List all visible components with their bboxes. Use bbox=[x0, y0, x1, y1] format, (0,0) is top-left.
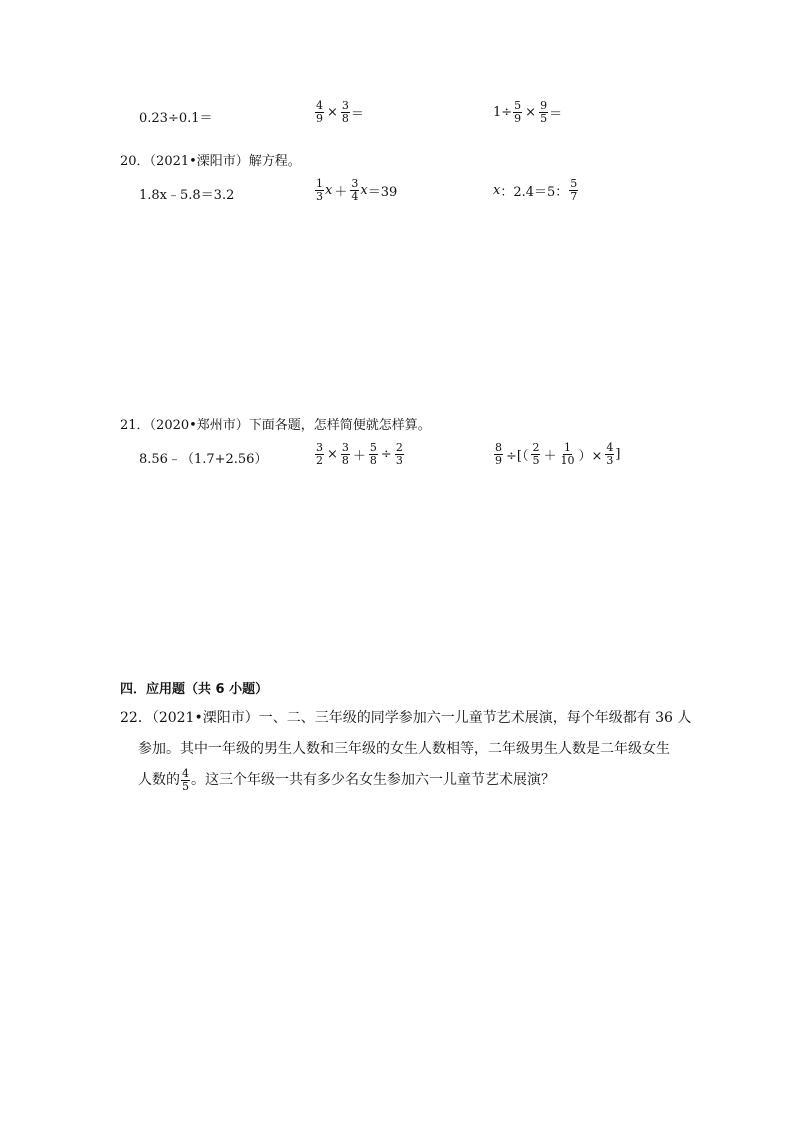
calc-0-23-div-0-1 bbox=[139, 107, 213, 126]
fraction: $\frac{1}{10}$ bbox=[560, 441, 575, 467]
fraction: $\frac{5}{9}$ bbox=[514, 99, 522, 125]
question-22-line-2: 参加。其中一年级的男生人数和三年级的女生人数相等，二年级男生人数是二年级女生 bbox=[138, 741, 670, 757]
calc-bracket-expression bbox=[493, 442, 620, 467]
equals: ＝ bbox=[350, 107, 364, 122]
calc-fraction-mix bbox=[314, 442, 405, 467]
question-22-line-3 bbox=[138, 766, 555, 794]
question-22-line-1: 22．（2021•溧阳市）一、二、三年级的同学参加六一儿童节艺术展演，每个年级都有 36 人 bbox=[120, 710, 692, 726]
fraction: $\frac{5}{8}$ bbox=[369, 441, 377, 467]
fraction: $\frac{4}{3}$ bbox=[606, 441, 614, 467]
operator: ）× bbox=[578, 449, 603, 464]
fraction: $\frac{5}{7}$ bbox=[570, 177, 578, 203]
expr-text: 8.56﹣（1.7+2.56） bbox=[139, 452, 268, 467]
line-3-suffix: 。这三个年级一共有多少名女生参加六一儿童节艺术展演？ bbox=[191, 772, 555, 788]
equation-3 bbox=[493, 178, 579, 203]
calc-one-div-fraction bbox=[493, 100, 562, 125]
equals: ＝39 bbox=[367, 185, 398, 200]
fraction: $\frac{3}{8}$ bbox=[341, 441, 349, 467]
operator: ＋ bbox=[543, 449, 557, 464]
variable-x: x bbox=[493, 183, 501, 198]
fraction: $\frac{2}{5}$ bbox=[532, 441, 540, 467]
calc-fraction-product bbox=[314, 100, 364, 125]
equation-2 bbox=[314, 178, 397, 203]
fraction: $\frac{2}{3}$ bbox=[395, 441, 403, 467]
question-21-label: 21．（2020•郑州市）下面各题，怎样简便就怎样算。 bbox=[120, 418, 431, 433]
expr-text: 0.23÷0.1＝ bbox=[139, 111, 213, 126]
operator: ＋ bbox=[352, 449, 366, 464]
operator: × bbox=[327, 105, 338, 120]
expr-text: 1.8x﹣5.8＝3.2 bbox=[139, 188, 235, 203]
operator: × bbox=[525, 105, 537, 120]
fraction: $\frac{8}{9}$ bbox=[495, 441, 502, 467]
operator: ÷ bbox=[380, 447, 392, 462]
fraction-four-fifths: $\frac{4}{5}$ bbox=[182, 766, 189, 793]
fraction: $\frac{4}{9}$ bbox=[316, 99, 323, 125]
fraction: $\frac{9}{5}$ bbox=[540, 99, 548, 125]
line-3-prefix: 人数的 bbox=[138, 772, 180, 788]
fraction: $\frac{3}{8}$ bbox=[341, 99, 349, 125]
operator: ÷[（ bbox=[506, 449, 529, 464]
question-20-label: 20．（2021•溧阳市）解方程。 bbox=[120, 154, 301, 169]
bracket-close: ] bbox=[615, 447, 621, 462]
section-4-title: 四．应用题（共 6 小题） bbox=[120, 682, 269, 697]
fraction: $\frac{3}{4}$ bbox=[351, 177, 359, 203]
equals: ＝ bbox=[549, 107, 563, 122]
operator: ＋ bbox=[334, 185, 348, 200]
expr-lead: 1÷ bbox=[493, 105, 513, 120]
expr-mid: ：2.4＝5： bbox=[500, 185, 569, 200]
fraction: $\frac{1}{3}$ bbox=[316, 177, 323, 203]
variable-x: x bbox=[325, 183, 333, 198]
variable-x: x bbox=[360, 183, 368, 198]
operator: × bbox=[327, 447, 338, 462]
equation-1 bbox=[139, 184, 234, 203]
calc-8-56 bbox=[139, 448, 267, 467]
fraction: $\frac{3}{2}$ bbox=[316, 441, 323, 467]
